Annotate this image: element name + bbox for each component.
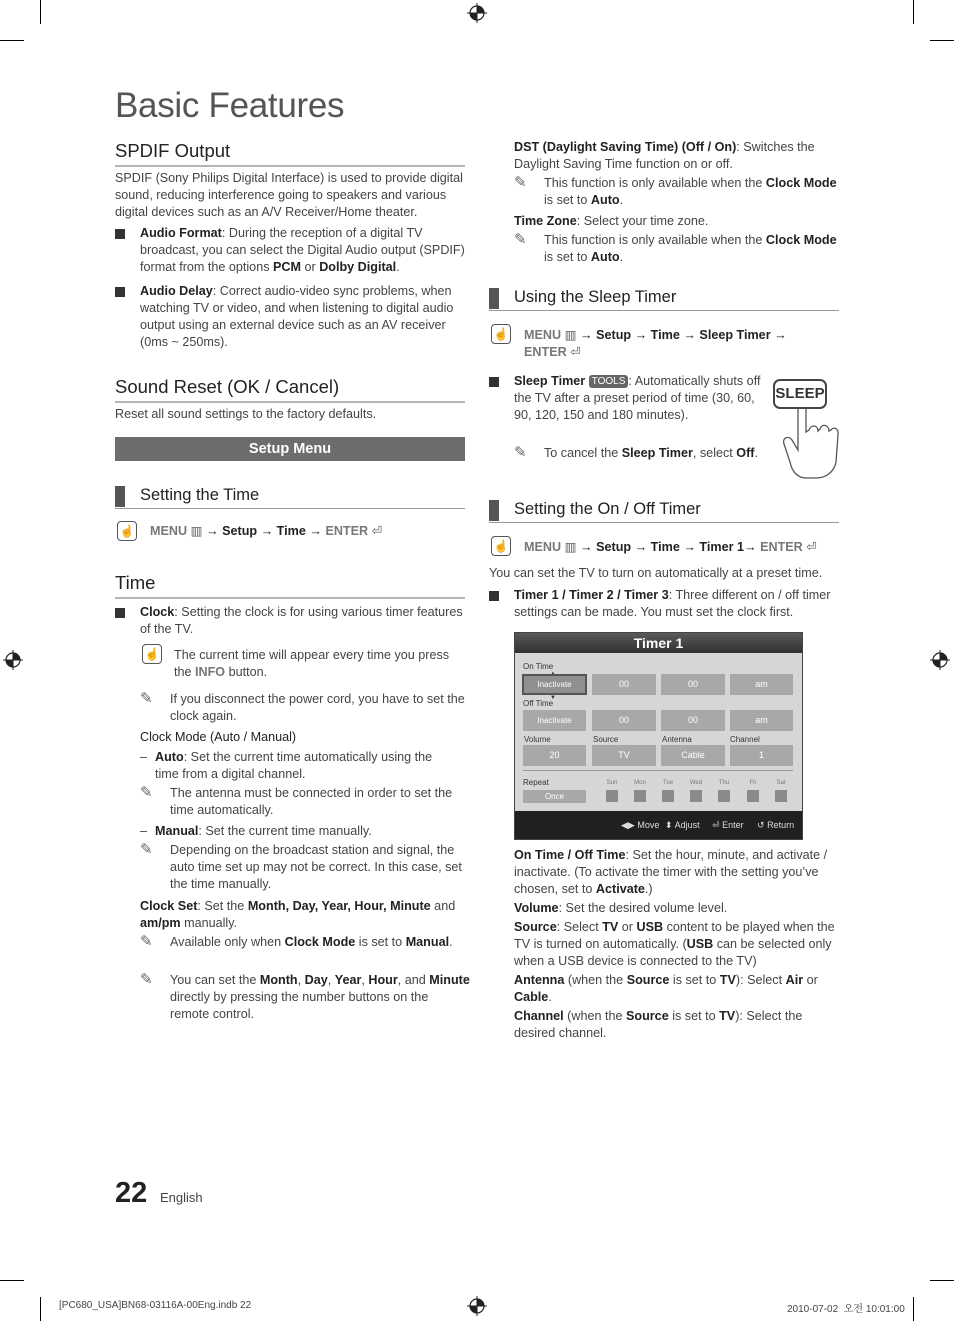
return-hint: ↺ Return [757, 820, 795, 830]
timezone-note: ✎ This function is only available when the Clock Mode is set to Auto. [514, 231, 837, 264]
up-down-arrows-icon: ⬍ [665, 820, 673, 830]
sleep-menu-path: MENU ▥ → Setup → Time → Sleep Timer → ENTER ⏎ [524, 328, 787, 359]
setup-menu-bar: Setup Menu [115, 437, 465, 461]
crop-mark [913, 0, 914, 24]
volume-value[interactable]: 20 [523, 745, 586, 766]
off-time-activate[interactable]: Inactivate [523, 710, 586, 731]
enter-icon: ⏎ [712, 820, 720, 830]
onoff-intro: You can set the TV to turn on automatically at a preset time. [489, 566, 823, 580]
crop-mark [0, 40, 24, 41]
time-heading: Time [115, 572, 465, 599]
on-time-ampm[interactable]: am [730, 674, 793, 695]
note-pencil-icon: ✎ [140, 690, 153, 707]
off-time-ampm[interactable]: am [730, 710, 793, 731]
return-icon: ↺ [757, 820, 765, 830]
info-note: The current time will appear every time you press the INFO button. [174, 648, 450, 679]
onoff-menu-path: MENU ▥ → Setup → Time → Timer 1→ ENTER ⏎ [524, 540, 817, 554]
enter-icon: ⏎ [371, 524, 383, 538]
day-label: Sun [606, 780, 618, 786]
source-desc: Source: Select TV or USB content to be played when the TV is turned on automatically. (USB can be selected only when a USB device is connected to the TV) [514, 920, 835, 968]
timezone-item: Time Zone: Select your time zone. [514, 214, 709, 228]
day-label: Wed [689, 780, 703, 786]
day-checkbox[interactable] [634, 790, 646, 802]
sound-reset-text: Reset all sound settings to the factory defaults. [115, 407, 377, 421]
file-info: [PC680_USA]BN68-03116A-00Eng.indb 22 [59, 1300, 252, 1311]
dst-item: DST (Daylight Saving Time) (Off / On): Switches the Daylight Saving Time function on or off. [514, 140, 815, 171]
menu-icon: ▥ [564, 540, 577, 554]
note-pencil-icon: ✎ [140, 971, 153, 988]
antenna-value[interactable]: Cable [661, 745, 725, 766]
channel-label: Channel [730, 735, 760, 744]
off-time-label: Off Time [523, 699, 554, 708]
menu-icon: ▥ [564, 328, 577, 342]
off-time-hour[interactable]: 00 [592, 710, 656, 731]
enter-icon: ⏎ [806, 540, 817, 554]
day-checkbox[interactable] [747, 790, 759, 802]
setting-time-menu-path: MENU ▥ → Setup → Time → ENTER ⏎ [150, 524, 383, 538]
manual-note: ✎ Depending on the broadcast station and signal, the auto time set up may not be correct. In this case, set the time manually. [140, 841, 462, 891]
move-hint: ◀▶ Move [621, 820, 660, 830]
day-label: Fri [749, 780, 757, 786]
antenna-desc: Antenna (when the Source is set to TV): Select Air or Cable. [514, 973, 818, 1004]
on-time-activate[interactable]: Inactivate [522, 674, 587, 695]
day-checkbox[interactable] [690, 790, 702, 802]
audio-delay-item: Audio Delay: Correct audio-video sync problems, when watching TV or video, and when listening to digital audio output using an external device such as an AV receiver (0ms ~ 250ms). [115, 283, 467, 351]
volume-label: Volume [524, 735, 551, 744]
divider [523, 770, 793, 771]
clock-item: Clock: Setting the clock is for using various timer features of the TV. [115, 604, 467, 638]
timer-screen [514, 632, 803, 840]
ontime-desc: On Time / Off Time: Set the hour, minute, and activate / inactivate. (To activate the timer with the setting you’ve chosen, set to Activate.) [514, 848, 828, 896]
note-pencil-icon: ✎ [140, 933, 153, 950]
day-label: Tue [662, 780, 674, 786]
left-right-arrows-icon: ◀▶ [621, 820, 635, 830]
crop-mark [40, 0, 41, 24]
registration-mark-icon [3, 650, 23, 670]
spdif-intro: SPDIF (Sony Philips Digital Interface) is used to provide digital sound, reducing interference going to speakers and various digital devices such as an A/V Receiver/Home theater. [115, 171, 463, 219]
repeat-value[interactable]: Once [523, 790, 586, 803]
source-value[interactable]: TV [592, 745, 656, 766]
source-label: Source [593, 735, 619, 744]
clock-set-note-direct: ✎ You can set the Month, Day, Year, Hour, and Minute directly by pressing the number buttons on the remote control. [140, 971, 470, 1021]
channel-value[interactable]: 1 [730, 745, 793, 766]
day-label: Thu [718, 780, 730, 786]
note-pencil-icon: ✎ [514, 231, 527, 248]
clock-mode-heading: Clock Mode (Auto / Manual) [140, 730, 297, 744]
off-time-minute[interactable]: 00 [661, 710, 725, 731]
sleep-note: ✎ To cancel the Sleep Timer, select Off. [514, 444, 758, 461]
page-title: Basic Features [115, 86, 345, 125]
day-label: Sat [776, 780, 786, 786]
manual-item: – Manual: Set the current time manually. [140, 823, 455, 840]
audio-format-item: Audio Format: During the reception of a digital TV broadcast, you can select the Digital Audio output (SPDIF) format from the options PCM or Dolby Digital. [115, 225, 467, 276]
down-arrow-icon: ▼ [550, 695, 556, 701]
note-pencil-icon: ✎ [140, 841, 153, 858]
setting-time-heading: Setting the Time [115, 486, 465, 509]
crop-mark [0, 1280, 24, 1281]
day-label: Mon [634, 780, 646, 786]
crop-mark [930, 40, 954, 41]
clock-set-item: Clock Set: Set the Month, Day, Year, Hour, Minute and am/pm manually. [140, 899, 456, 930]
enter-hint: ⏎ Enter [712, 820, 744, 830]
page-number: 22 [115, 1177, 148, 1209]
note-pencil-icon: ✎ [140, 784, 153, 801]
channel-desc: Channel (when the Source is set to TV): Select the desired channel. [514, 1009, 803, 1040]
sleep-timer-item: Sleep Timer TOOLS : Automatically shuts off the TV after a preset period of time (30, 60, 90, 120, 150 and 180 minutes). [489, 373, 761, 424]
on-time-label: On Time [523, 662, 554, 671]
adjust-hint: ⬍ Adjust [665, 820, 700, 830]
registration-mark-icon [467, 3, 487, 23]
clock-set-note-manual: ✎ Available only when Clock Mode is set to Manual. [140, 933, 453, 950]
sleep-timer-heading: Using the Sleep Timer [489, 288, 839, 311]
hand-icon: ☝ [491, 536, 511, 556]
day-checkbox[interactable] [718, 790, 730, 802]
auto-item: – Auto: Set the current time automatically using the time from a digital channel. [140, 749, 455, 783]
enter-icon: ⏎ [570, 345, 581, 359]
day-checkbox[interactable] [606, 790, 618, 802]
hand-icon: ☝ [117, 521, 137, 541]
volume-desc: Volume: Set the desired volume level. [514, 901, 728, 915]
crop-mark [913, 1297, 914, 1321]
language-label: English [160, 1190, 203, 1205]
day-checkbox[interactable] [775, 790, 787, 802]
hand-icon: ☝ [142, 644, 162, 664]
timer-title: Timer 1 [515, 633, 802, 653]
menu-icon: ▥ [190, 524, 203, 538]
registration-mark-icon [467, 1296, 487, 1316]
onoff-timer-heading: Setting the On / Off Timer [489, 500, 839, 523]
tools-badge: TOOLS [589, 375, 629, 388]
repeat-label: Repeat [523, 778, 549, 787]
crop-mark [40, 1297, 41, 1321]
crop-mark [930, 1280, 954, 1281]
on-time-minute[interactable]: 00 [661, 674, 725, 695]
auto-note: ✎ The antenna must be connected in order to set the time automatically. [140, 784, 453, 817]
spdif-heading: SPDIF Output [115, 140, 465, 167]
note-pencil-icon: ✎ [514, 444, 527, 461]
sleep-button: SLEEP [773, 379, 827, 409]
hand-icon: ☝ [491, 324, 511, 344]
registration-mark-icon [930, 650, 950, 670]
day-checkbox[interactable] [662, 790, 674, 802]
sound-reset-heading: Sound Reset (OK / Cancel) [115, 376, 465, 403]
on-time-hour[interactable]: 00 [592, 674, 656, 695]
timers-item: Timer 1 / Timer 2 / Timer 3: Three different on / off timer settings can be made. You must set the clock first. [489, 587, 839, 621]
dst-note: ✎ This function is only available when the Clock Mode is set to Auto. [514, 174, 837, 207]
antenna-label: Antenna [662, 735, 692, 744]
note-pencil-icon: ✎ [514, 174, 527, 191]
timer-footer [515, 811, 802, 839]
print-timestamp: 2010-07-02 오전 10:01:00 [787, 1304, 905, 1315]
power-note: ✎ If you disconnect the power cord, you have to set the clock again. [140, 690, 465, 723]
